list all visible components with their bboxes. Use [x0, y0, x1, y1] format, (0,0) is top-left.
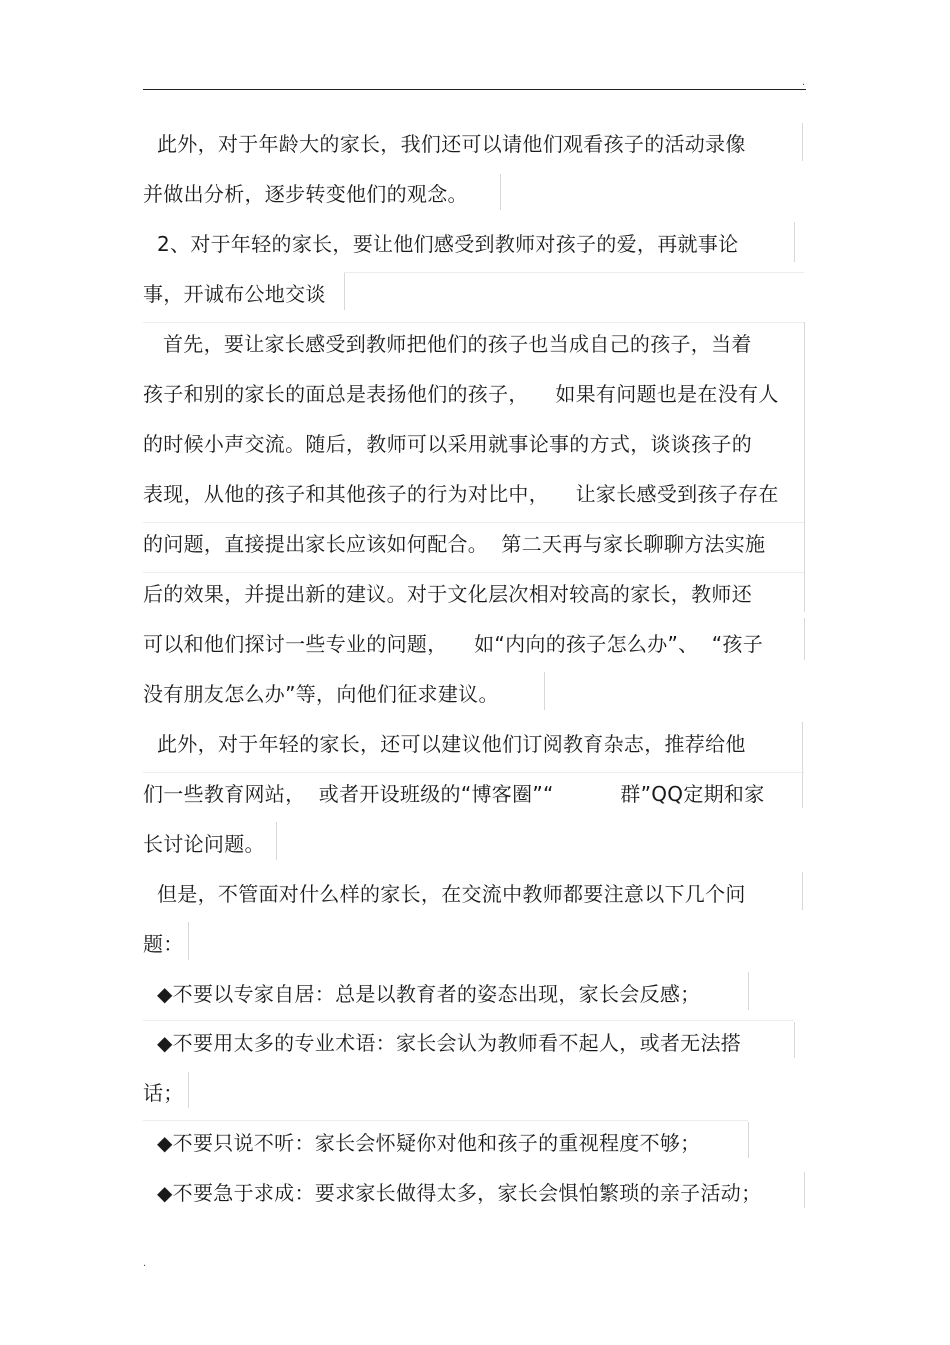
text-line: 2、对于年轻的家长，要让他们感受到教师对孩子的爱，再就事论: [157, 232, 739, 256]
text-line: ◆不要用太多的专业术语：家长会认为教师看不起人，或者无法搭: [157, 1031, 742, 1055]
text-line: 可以和他们探讨一些专业的问题， 如“内向的孩子怎么办”、 “孩子: [143, 632, 764, 656]
text-line: 但是，不管面对什么样的家长，在交流中教师都要注意以下几个问: [157, 882, 746, 906]
scan-guide-line: [143, 1020, 794, 1021]
scan-edge-mark: [188, 922, 189, 960]
text-line: 题：: [143, 932, 184, 956]
scan-guide-line: [143, 572, 804, 573]
footer-corner-mark: .: [143, 1258, 147, 1269]
text-line: 长讨论问题。: [143, 832, 265, 856]
text-line: ◆不要急于求成：要求家长做得太多，家长会惧怕繁琐的亲子活动；: [157, 1181, 762, 1205]
text-line: 此外，对于年轻的家长，还可以建议他们订阅教育杂志，推荐给他: [157, 732, 746, 756]
scan-edge-mark: [188, 1072, 189, 1108]
scan-edge-mark: [804, 1172, 805, 1208]
scan-edge-mark: [748, 972, 749, 1010]
text-line: ◆不要以专家自居：总是以教育者的姿态出现，家长会反感；: [157, 982, 701, 1006]
scan-edge-mark: [802, 123, 803, 161]
scan-edge-mark: [748, 1122, 749, 1158]
text-line: 们一些教育网站， 或者开设班级的“博客圈”“ 群”QQ定期和家: [143, 782, 765, 806]
text-line: 的问题，直接提出家长应该如何配合。 第二天再与家长聊聊方法实施: [143, 532, 766, 556]
text-line: 后的效果，并提出新的建议。对于文化层次相对较高的家长，教师还: [143, 582, 752, 606]
scan-edge-mark: [544, 672, 545, 710]
scan-guide-line: [143, 322, 804, 323]
header-rule: [143, 89, 806, 90]
scan-guide-line: [344, 272, 804, 273]
scan-edge-mark: [802, 722, 803, 808]
scan-edge-mark: [804, 322, 805, 612]
scan-edge-mark: [804, 618, 805, 660]
scan-edge-mark: [344, 272, 345, 310]
text-line: 表现，从他的孩子和其他孩子的行为对比中， 让家长感受到孩子存在: [143, 482, 779, 506]
scan-guide-line: [143, 1120, 748, 1121]
scan-edge-mark: [794, 1022, 795, 1058]
scan-edge-mark: [500, 174, 501, 210]
text-line: 首先，要让家长感受到教师把他们的孩子也当成自己的孩子，当着: [163, 332, 752, 356]
header-corner-mark: .: [802, 77, 806, 88]
scan-guide-line: [143, 772, 804, 773]
text-line: 此外，对于年龄大的家长，我们还可以请他们观看孩子的活动录像: [157, 132, 746, 156]
scan-edge-mark: [276, 822, 277, 860]
text-line: 话；: [143, 1081, 184, 1105]
text-line: ◆不要只说不听：家长会怀疑你对他和孩子的重视程度不够；: [157, 1131, 701, 1155]
scan-edge-mark: [794, 222, 795, 262]
text-line: 没有朋友怎么办”等，向他们征求建议。: [143, 682, 499, 706]
scan-edge-mark: [802, 872, 803, 910]
text-line: 孩子和别的家长的面总是表扬他们的孩子， 如果有问题也是在没有人: [143, 382, 779, 406]
scan-guide-line: [143, 522, 804, 523]
text-line: 事，开诚布公地交谈: [143, 282, 326, 306]
text-line: 并做出分析，逐步转变他们的观念。: [143, 182, 468, 206]
text-line: 的时候小声交流。随后，教师可以采用就事论事的方式，谈谈孩子的: [143, 432, 752, 456]
